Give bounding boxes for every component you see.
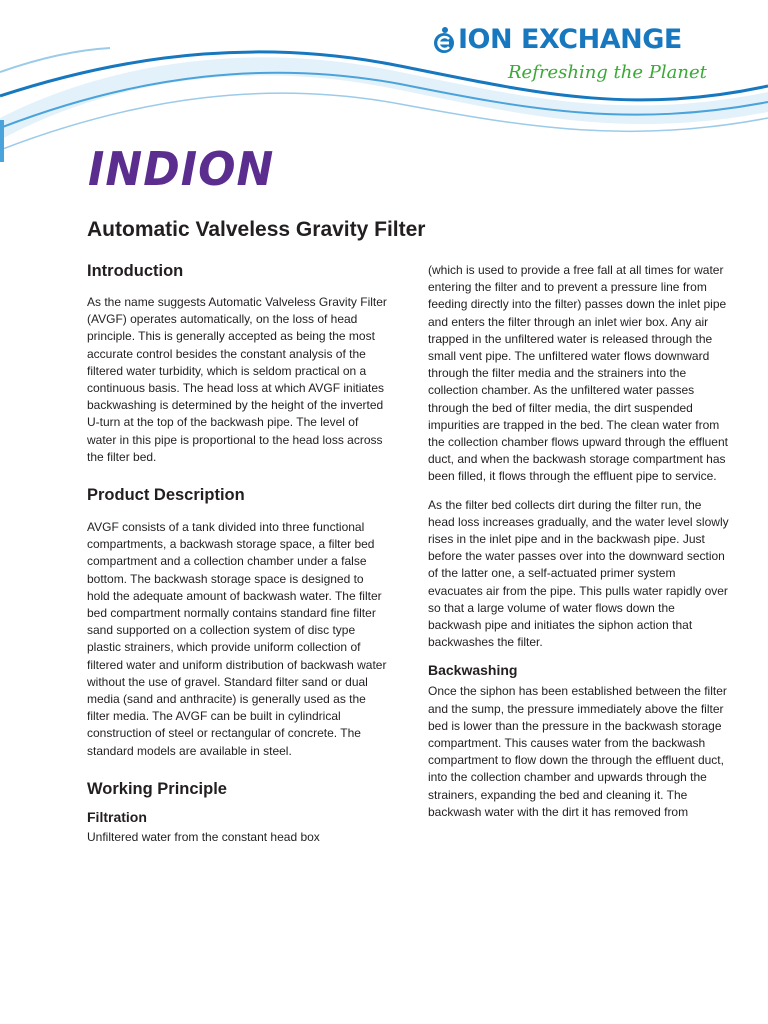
document-title: Automatic Valveless Gravity Filter [87, 218, 426, 241]
brand-tagline: Refreshing the Planet [508, 62, 707, 83]
indion-product-logo: INDION [88, 143, 275, 197]
product-description-heading: Product Description [87, 486, 245, 505]
introduction-heading: Introduction [87, 262, 184, 280]
filtration-heading: Filtration [87, 808, 147, 825]
backwashing-text: Once the siphon has been established between the filter and the sump, the pressure immediately above the filter bed is lower than the pressure in the backwash storage compartment. This causes water from the backwash compartment to flow down the through the effluent duct, into the collection chamber and upwards through the strainers, expanding the bed and cleaning it. The backwash water with the dirt it has removed from [428, 684, 727, 819]
working-principle-heading: Working Principle [87, 779, 227, 798]
filtration-text-start: Unfiltered water from the constant head box [87, 829, 320, 844]
backwashing-heading: Backwashing [428, 662, 518, 679]
left-column [87, 262, 387, 846]
introduction-text: As the name suggests Automatic Valveless Gravity Filter (AVGF) operates automatically, on the loss of head principle. This is generally accepted as being the most accurate control besides the constant analysis of the filtered water turbidity, which is seldom practical on a continuous basis. The head loss at which AVGF initiates backwashing is determined by the height of the inverted U-turn at the top of the backwash pipe. The level of water in this pipe is proportional to the head loss across the filter bed. [87, 295, 387, 464]
product-description-text: AVGF consists of a tank divided into three functional compartments, a backwash storage space, a filter bed compartment and a collection chamber under a false bottom. The backwash storage space is designed to hold the adequate amount of backwash water. The filter bed compartment normally contains standard fine filter sand supported on a collection system of disc type plastic strainers, which provide uniform collection of filtered water and uniform distribution of backwash water without the use of gravel. Standard filter sand or dual media (sand and anthracite) is generally used as the filter media. The AVGF can be built in cylindrical construction of steel or rectangular of concrete. The standard models are available in steel. [87, 520, 387, 758]
brand-name: ION EXCHANGE [458, 24, 682, 55]
filtration-text-2: As the filter bed collects dirt during the filter run, the head loss increases gradually, and the water level slowly rises in the inlet pipe and in the backwash pipe. Just before the water passes over into the downward section of the latter one, a self-actuated primer system evacuates air from the pipe. This pulls water rapidly over so that a large volume of water flows down the backwash pipe and initiates the siphon action that backwashes the filter. [428, 497, 729, 650]
water-drop-e-icon [432, 26, 456, 54]
filtration-text-continued: (which is used to provide a free fall at all times for water entering the filter and to prevent a pressure line from feeding directly into the filter) passes down the inlet pipe and enters the filter through an inlet wier box. Any air trapped in the unfiltered water is released through the small vent pipe. The unfiltered water flows downward through the filter media and the strainers into the collection chamber. As the unfiltered water passes through the bed of filter media, the dirt suspended impurities are trapped in the bed. The clean water from the collection chamber flows upward through the effluent duct, and when the backwash storage compartment has been filled, it flows through the effluent pipe to service. [428, 263, 728, 484]
ion-exchange-logo [428, 22, 707, 92]
right-column [428, 262, 730, 821]
